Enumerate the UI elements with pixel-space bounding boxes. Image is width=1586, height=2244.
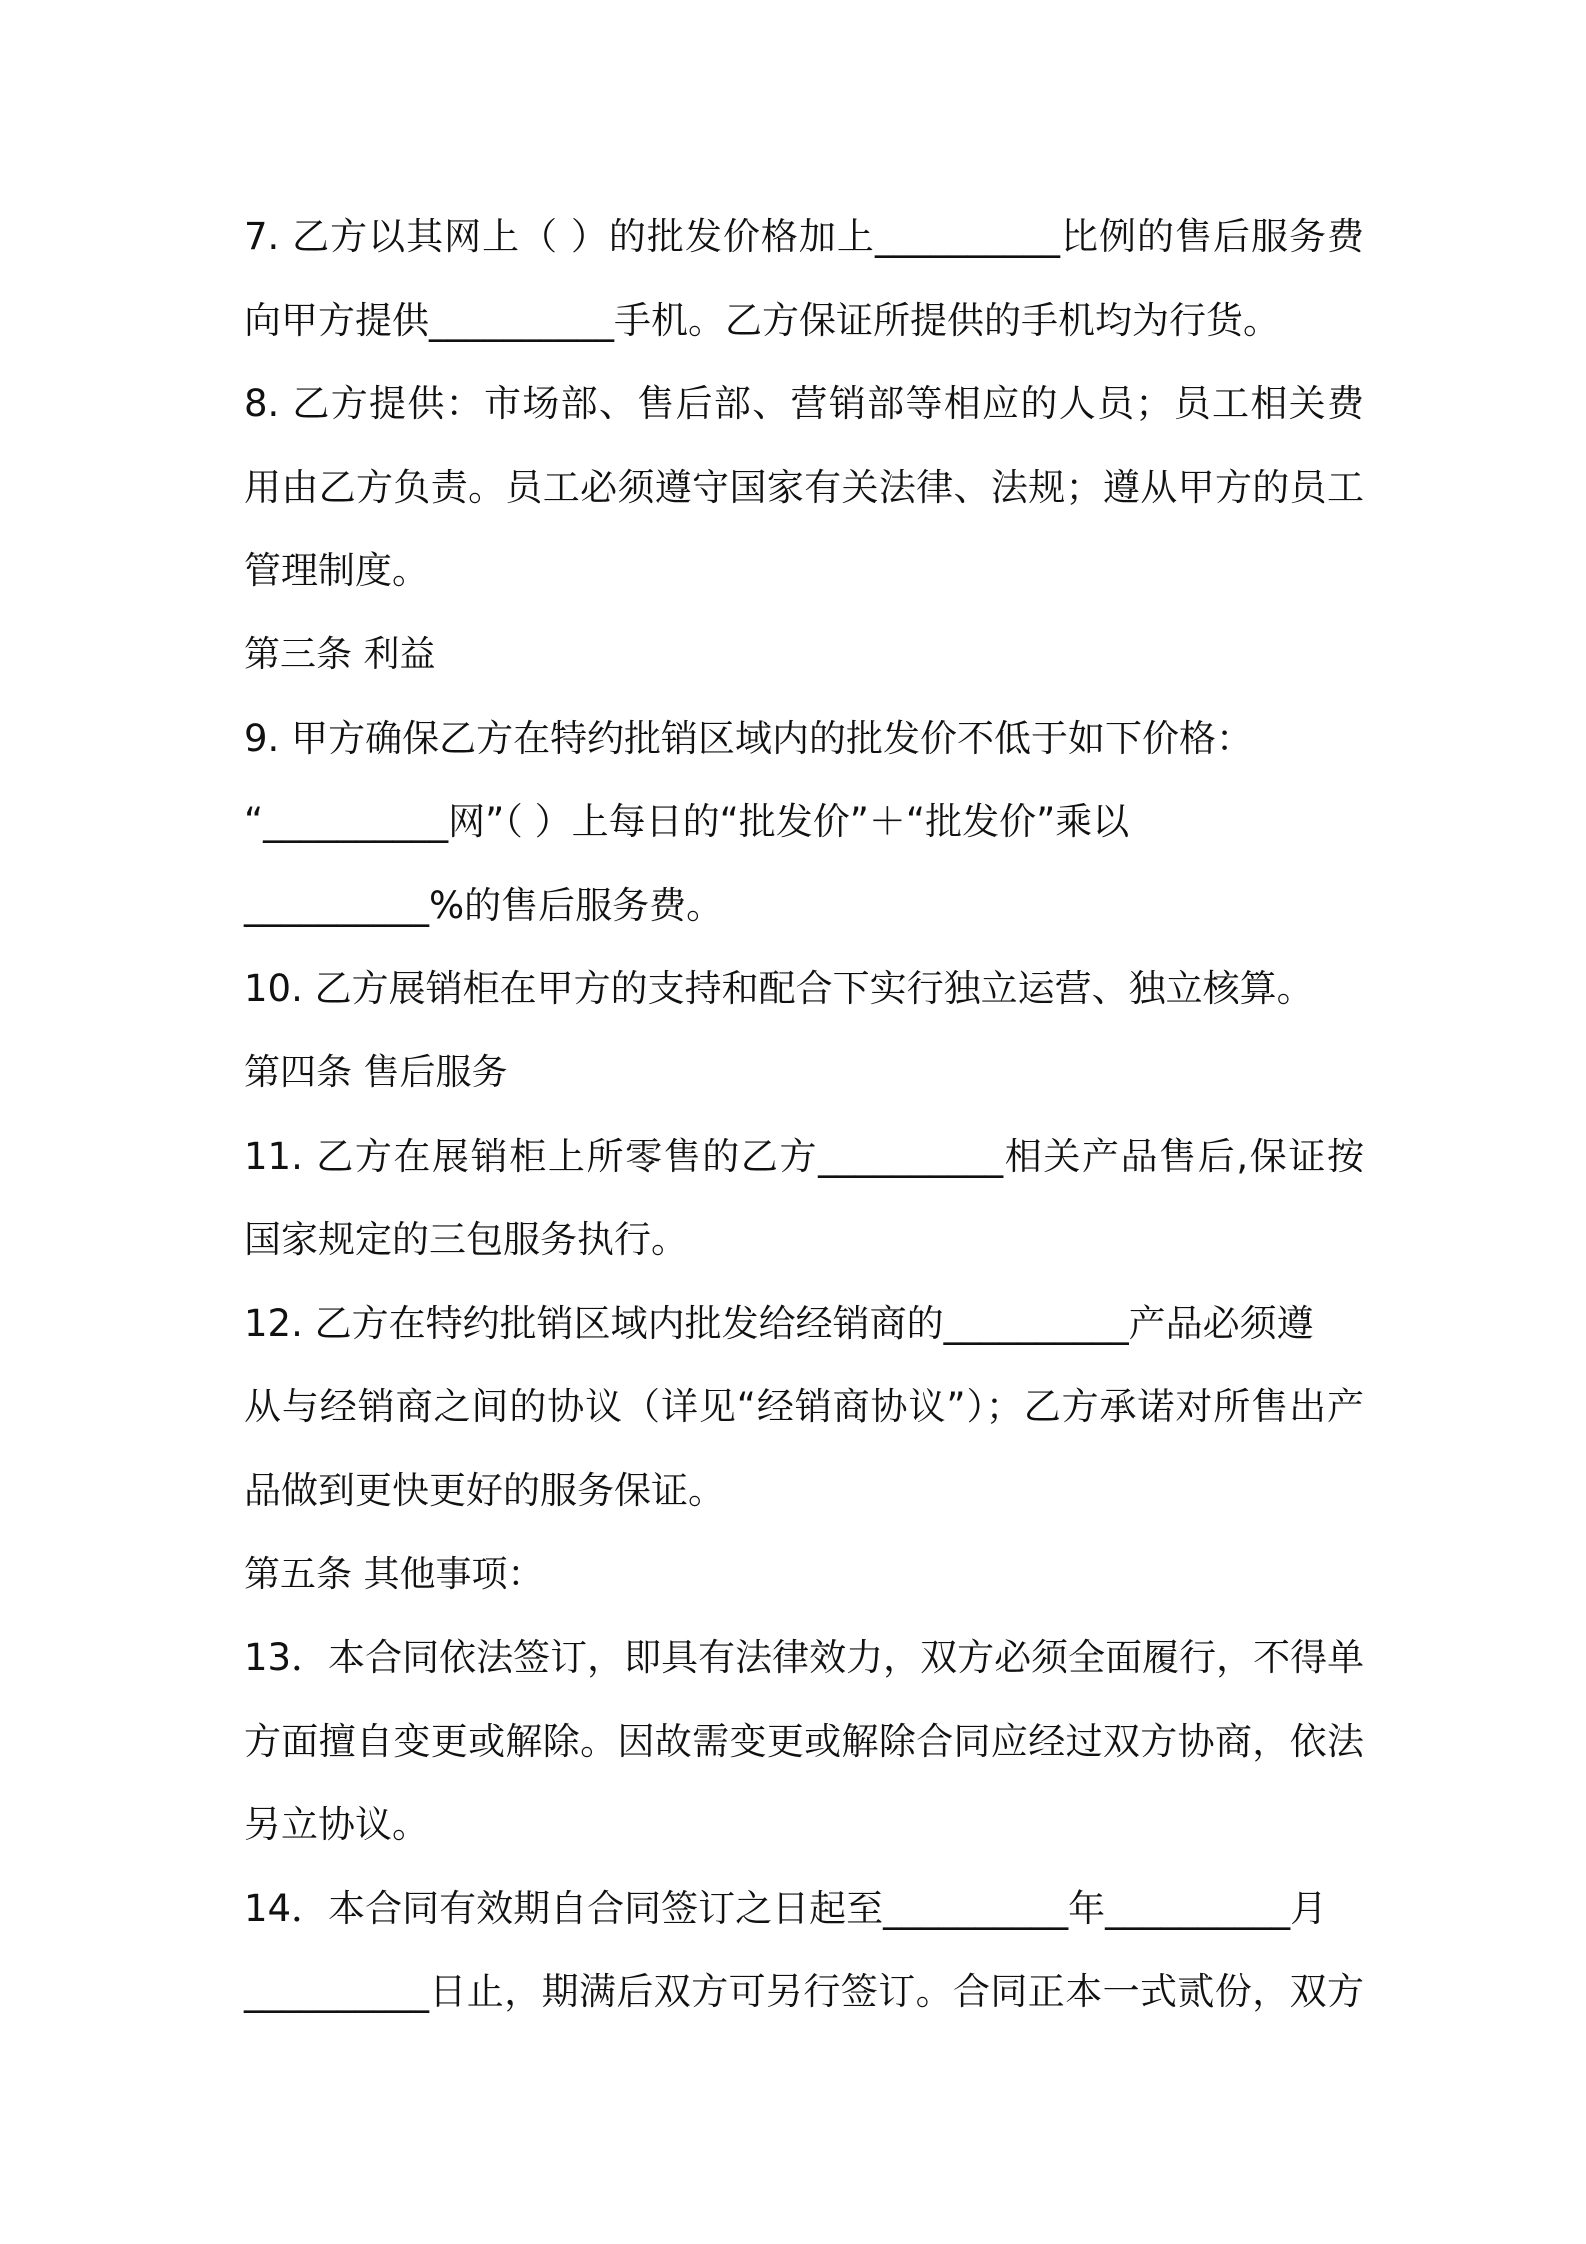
clause-13-line-3: 另立协议。 bbox=[244, 1803, 429, 1847]
clause-7-line-1: 7. 乙方以其网上（ ）的批发价格加上__________比例的售后服务费 bbox=[244, 215, 1364, 258]
clause-13-line-1: 13．本合同依法签订，即具有法律效力，双方必须全面履行，不得单 bbox=[244, 1636, 1365, 1680]
clause-9-line-2: “__________网”（ ）上每日的“批发价”＋“批发价”乘以 bbox=[244, 800, 1130, 844]
clause-13-line-2: 方面擅自变更或解除。因故需变更或解除合同应经过双方协商，依法 bbox=[244, 1719, 1364, 1763]
article-3-heading: 第三条 利益 bbox=[244, 633, 436, 675]
clause-8-line-2: 用由乙方负责。员工必须遵守国家有关法律、法规；遵从甲方的员工 bbox=[244, 465, 1364, 509]
clause-14-line-1: 14．本合同有效期自合同签订之日起至__________年__________月 bbox=[244, 1886, 1328, 1930]
article-4-heading: 第四条 售后服务 bbox=[244, 1051, 508, 1093]
clause-9-line-3: __________%的售后服务费。 bbox=[244, 883, 724, 927]
clause-11-line-2: 国家规定的三包服务执行。 bbox=[244, 1218, 688, 1262]
clause-12-line-3: 品做到更快更好的服务保证。 bbox=[244, 1468, 725, 1512]
contract-page bbox=[244, 195, 1364, 2034]
clause-11-line-1: 11. 乙方在展销柜上所零售的乙方__________相关产品售后,保证按 bbox=[244, 1134, 1364, 1178]
article-5-heading: 第五条 其他事项： bbox=[244, 1553, 544, 1595]
clause-8-line-1: 8. 乙方提供：市场部、售后部、营销部等相应的人员；员工相关费 bbox=[244, 382, 1364, 426]
clause-10-line-1: 10. 乙方展销柜在甲方的支持和配合下实行独立运营、独立核算。 bbox=[244, 967, 1314, 1011]
clause-7-line-2: 向甲方提供__________手机。乙方保证所提供的手机均为行货。 bbox=[244, 298, 1280, 342]
clause-9-line-1: 9. 甲方确保乙方在特约批销区域内的批发价不低于如下价格： bbox=[244, 716, 1254, 760]
clause-14-line-2: __________日止，期满后双方可另行签订。合同正本一式贰份，双方 bbox=[244, 1970, 1364, 2014]
clause-8-line-3: 管理制度。 bbox=[244, 549, 429, 593]
clause-12-line-2: 从与经销商之间的协议（详见“经销商协议”）；乙方承诺对所售出产 bbox=[244, 1385, 1364, 1429]
clause-12-line-1: 12. 乙方在特约批销区域内批发给经销商的__________产品必须遵 bbox=[244, 1301, 1314, 1345]
